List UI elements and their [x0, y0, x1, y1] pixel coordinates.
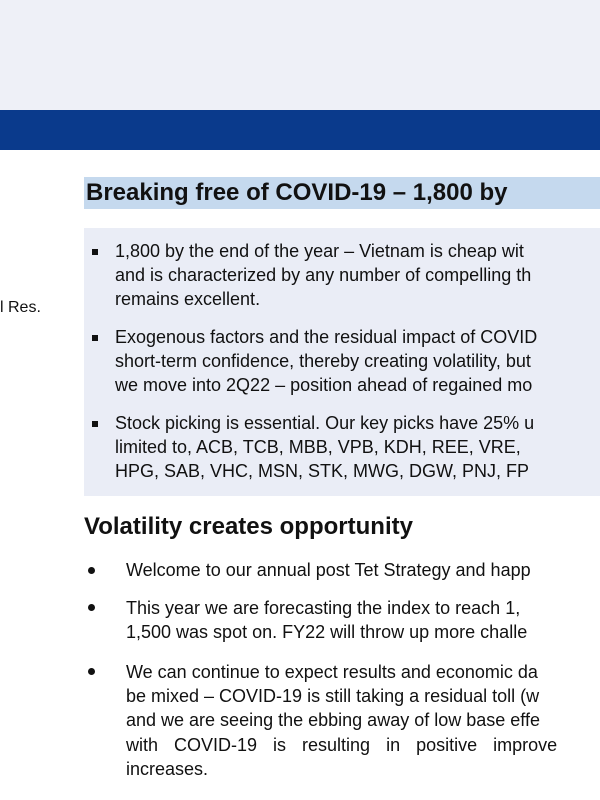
header-band — [0, 0, 600, 110]
body-line: 1,500 was spot on. FY22 will throw up more challe — [126, 622, 528, 642]
body-line: We can continue to expect results and economic da — [126, 662, 538, 682]
bullet-dot-icon — [88, 668, 95, 675]
body-line: Welcome to our annual post Tet Strategy and happ — [126, 560, 531, 580]
bullet-dot-icon — [88, 604, 95, 611]
square-bullet-icon — [92, 421, 98, 427]
bullet-dot-icon — [88, 567, 95, 574]
page-title: Breaking free of COVID-19 – 1,800 by — [84, 177, 600, 209]
summary-line: remains excellent. — [115, 289, 261, 309]
summary-line: limited to, ACB, TCB, MBB, VPB, KDH, REE, VRE, — [115, 437, 521, 457]
body-line: This year we are forecasting the index to reach 1, — [126, 598, 521, 618]
summary-line: we move into 2Q22 – position ahead of regained mo — [115, 375, 533, 395]
body-line: be mixed – COVID-19 is still taking a residual toll (w — [126, 686, 540, 706]
summary-line: and is characterized by any number of compelling th — [115, 265, 532, 285]
summary-line: HPG, SAB, VHC, MSN, STK, MWG, DGW, PNJ, FP — [115, 461, 530, 481]
side-note-text: l Res. — [0, 299, 41, 316]
summary-box — [84, 228, 600, 496]
summary-line: Exogenous factors and the residual impact of COVID — [115, 327, 538, 347]
summary-line: Stock picking is essential. Our key picks have 25% u — [115, 413, 535, 433]
header-rule-bar — [0, 110, 600, 150]
square-bullet-icon — [92, 249, 98, 255]
summary-line: short-term confidence, thereby creating volatility, but — [115, 351, 531, 371]
summary-line: 1,800 by the end of the year – Vietnam is cheap wit — [115, 241, 524, 261]
body-line: increases. — [126, 759, 209, 779]
square-bullet-icon — [92, 335, 98, 341]
section-heading: Volatility creates opportunity — [84, 513, 413, 540]
body-line: and we are seeing the ebbing away of low base effe — [126, 710, 540, 730]
body-line: with COVID-19 is resulting in positive improve — [126, 735, 558, 755]
